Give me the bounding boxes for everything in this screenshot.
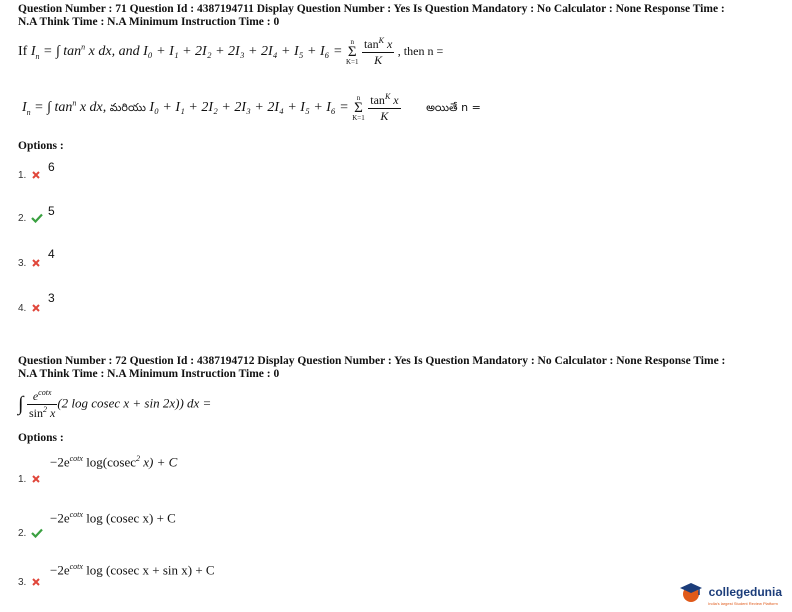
q71-option-3-number: 3. [18,258,27,269]
checkmark-icon [31,213,43,223]
q72-options-label: Options : [18,432,64,444]
q72-integral-sign: ∫ [18,393,24,415]
q71-tel-word: మరియు [109,101,146,115]
cross-icon [31,474,41,484]
q71-exp: n [81,42,86,52]
q71-option-2-value: 5 [48,204,55,218]
q71-if: If [18,44,31,60]
q71-then: , then n = [397,44,444,59]
q71-option-3-value: 4 [48,247,55,261]
q71-tel-sigma: n Σ K=1 [352,93,365,122]
q71-question-telugu: $I_n$ = ∫ $\tan^n x$ dx, మరియు I₀ + I₁ + 2I₂ + 2I₃ + 2I₄ + I₅ + I₆ = n Σ K=1 $\frac{\tan^K x}{K}$ అయితే n = [22,92,481,123]
cross-icon [31,303,41,313]
logo-text: collegedunia [708,585,782,600]
q72-option-3[interactable] [18,577,41,588]
q71-meta-line1: Question Number : 71 Question Id : 4387194711 Display Question Number : Yes Is Question Mandatory : No Calculator : None Response Time : [18,3,725,15]
q72-option-3-number: 3. [18,577,27,588]
q71-option-3[interactable] [18,258,41,269]
q71-integral-symbol: I [30,44,36,60]
q72-option-2-value: $-2e^{cotx}$ log (cosec x) + C [50,510,176,526]
q72-fraction: $\frac{e^{cotx}}{\sin^2 x}$ [28,388,56,420]
cross-icon [31,577,41,587]
q72-meta-line2: N.A Think Time : N.A Minimum Instruction Time : 0 [18,368,280,380]
q71-option-2[interactable] [18,213,43,224]
q71-meta-line2: N.A Think Time : N.A Minimum Instruction Time : 0 [18,16,280,28]
cross-icon [31,170,41,180]
q71-tel-fraction: $\frac{\tan^K x}{K}$ [370,92,399,123]
cross-icon [31,258,41,268]
q71-tel-integral: = ∫ tan [30,100,73,116]
q71-fraction: $\frac{\tan^K x}{K}$ [363,36,393,67]
q71-option-4-number: 4. [18,303,27,314]
q71-tel-sum: I₀ + I₁ + 2I₂ + 2I₃ + 2I₄ + I₅ + I₆ = [145,100,353,116]
q72-option-3-value: $-2e^{cotx}$ log (cosec x + sin x) + C [50,562,215,578]
q71-option-1-number: 1. [18,170,27,181]
checkmark-icon [31,528,43,538]
q72-option-1[interactable] [18,474,41,485]
q71-option-1-value: 6 [48,160,55,174]
q72-option-2[interactable] [18,528,43,539]
collegedunia-logo [678,581,782,606]
q71-sigma: n Σ K=1 [345,37,359,66]
q71-option-1[interactable] [18,170,41,181]
q71-options-label: Options : [18,140,64,152]
q72-body: (2 log cosec x + sin 2x)) dx = [57,395,212,411]
q71-sum-expr: x dx, and I₀ + I₁ + 2I₂ + 2I₃ + 2I₄ + I₅ + I₆ = [85,44,346,60]
q71-tel-tail: x dx, [76,100,107,116]
q71-question-english: If $I_n$ = ∫ $\tan^n x$ dx, and I₀ + I₁ + 2I₂ + 2I₃ + 2I₄ + I₅ + I₆ = n Σ K=1 $\frac{\tan^K x}{K}$ , then n = [18,36,444,67]
q72-meta-line1: Question Number : 72 Question Id : 4387194712 Display Question Number : Yes Is Question Mandatory : No Calculator : None Response Time : [18,355,726,367]
q71-tel-then: అయితే n = [426,101,481,115]
q72-option-2-number: 2. [18,528,27,539]
q71-integral-body: = ∫ tan [39,44,82,60]
q71-option-4-value: 3 [48,291,55,305]
q72-option-1-number: 1. [18,474,27,485]
graduation-cap-icon [678,581,704,603]
logo-tagline: India's largest Student Review Platform [708,601,778,606]
q72-option-1-value: $-2e^{cotx}$ log(cosec$^2$ x) + C [50,454,178,470]
q71-option-4[interactable] [18,303,41,314]
q72-question [18,388,211,421]
q71-option-2-number: 2. [18,213,27,224]
